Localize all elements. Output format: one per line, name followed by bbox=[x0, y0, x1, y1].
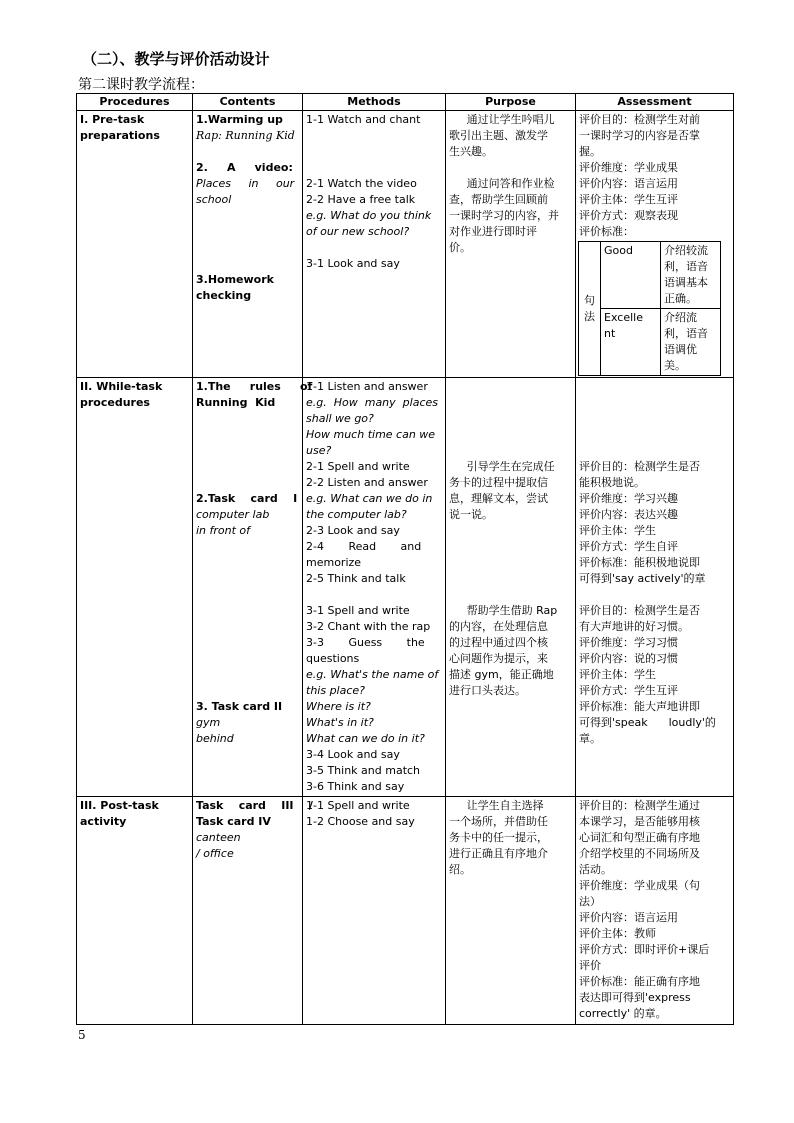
purpose-cell: 让学生自主选择 一个场所，并借助任 务卡中的任一提示， 进行正确且有序地介 绍。 bbox=[446, 797, 576, 1025]
page-number: 5 bbox=[78, 1028, 86, 1042]
table-row-pre-task bbox=[77, 111, 734, 378]
header-row bbox=[77, 94, 734, 111]
header-contents: Contents bbox=[193, 94, 303, 111]
section-subtitle: 第二课时教学流程： bbox=[78, 77, 204, 93]
criteria-category: 句 法 bbox=[579, 242, 601, 376]
criteria-row-excellent bbox=[579, 309, 721, 376]
header-procedures: Procedures bbox=[77, 94, 193, 111]
teaching-flow-table bbox=[76, 93, 734, 1025]
methods-cell: 1-1 Listen and answer e.g. How many places shall we go? How much time can we use? 2-1 Spell and write 2-2 Listen and answer e.g. What can we do in the computer lab? 2-3 Look and say 2-4 Read and memorize 2-5 Think and talk 3-1 Spell and write 3-2 Chant with the rap 3-3 Guess the questions e.g. What's the name of this place? Where is it? What's in it? What can we do in it? 3-4 Look and say 3-5 Think and match 3-6 Think and say bbox=[303, 378, 446, 797]
assessment-cell: 评价目的：检测学生对前 一课时学习的内容是否掌 握。 评价维度：学业成果 评价内容：语言运用 评价主体：学生互评 评价方式：观察表现 评价标准： 句 法 Good 介绍较流 利，语音 语调基本 正确。 Excelle nt 介绍流 利，语音 语调优 美。 bbox=[576, 111, 734, 378]
procedure-cell: III. Post-task activity bbox=[77, 797, 193, 1025]
procedure-cell: I. Pre-task preparations bbox=[77, 111, 193, 378]
purpose-cell: 引导学生在完成任 务卡的过程中提取信 息，理解文本，尝试 说一说。 帮助学生借助 Rap 的内容，在处理信息 的过程中通过四个核 心问题作为提示，来 描述 gym，能正确地 进行口头表达。 bbox=[446, 378, 576, 797]
header-purpose: Purpose bbox=[446, 94, 576, 111]
criteria-desc-excellent: 介绍流 利，语音 语调优 美。 bbox=[661, 309, 721, 376]
assessment-cell: 评价目的：检测学生是否 能积极地说。 评价维度：学习兴趣 评价内容：表达兴趣 评价主体：学生 评价方式：学生自评 评价标准：能积极地说即 可得到'say actively'的章 评价目的：检测学生是否 有大声地讲的好习惯。 评价维度：学习习惯 评价内容：说的习惯 评价主体：学生 评价方式：学生互评 评价标准：能大声地讲即 可得到'speak loudly'的 章。 bbox=[576, 378, 734, 797]
header-methods: Methods bbox=[303, 94, 446, 111]
contents-cell: 1.The rules of Running Kid 2.Task card I computer lab in front of 3. Task card II gym behind bbox=[193, 378, 303, 797]
procedure-cell: II. While-task procedures bbox=[77, 378, 193, 797]
criteria-row-good bbox=[579, 242, 721, 309]
criteria-desc-good: 介绍较流 利，语音 语调基本 正确。 bbox=[661, 242, 721, 309]
contents-cell: 1.Warming up Rap: Running Kid 2. A video: Places in our school 3.Homework checking bbox=[193, 111, 303, 378]
contents-cell: Task card III / Task card IV canteen / office bbox=[193, 797, 303, 1025]
criteria-level-excellent: Excelle nt bbox=[601, 309, 661, 376]
page-title: （二）、教学与评价活动设计 bbox=[82, 50, 270, 68]
methods-cell: 1-1 Watch and chant 2-1 Watch the video 2-2 Have a free talk e.g. What do you think of our new school? 3-1 Look and say bbox=[303, 111, 446, 378]
table-row-post-task bbox=[77, 797, 734, 1025]
methods-cell: 1-1 Spell and write 1-2 Choose and say bbox=[303, 797, 446, 1025]
criteria-table bbox=[578, 241, 721, 376]
header-assessment: Assessment bbox=[576, 94, 734, 111]
purpose-cell: 通过让学生吟唱儿 歌引出主题、激发学 生兴趣。 通过问答和作业检 查，帮助学生回顾前 一课时学习的内容，并 对作业进行即时评 价。 bbox=[446, 111, 576, 378]
table-row-while-task bbox=[77, 378, 734, 797]
criteria-level-good: Good bbox=[601, 242, 661, 309]
assessment-cell: 评价目的：检测学生通过 本课学习，是否能够用核 心词汇和句型正确有序地 介绍学校里的不同场所及 活动。 评价维度：学业成果（句 法） 评价内容：语言运用 评价主体：教师 评价方式：即时评价+课后 评价 评价标准：能正确有序地 表达即可得到'express correctly' 的章。 bbox=[576, 797, 734, 1025]
